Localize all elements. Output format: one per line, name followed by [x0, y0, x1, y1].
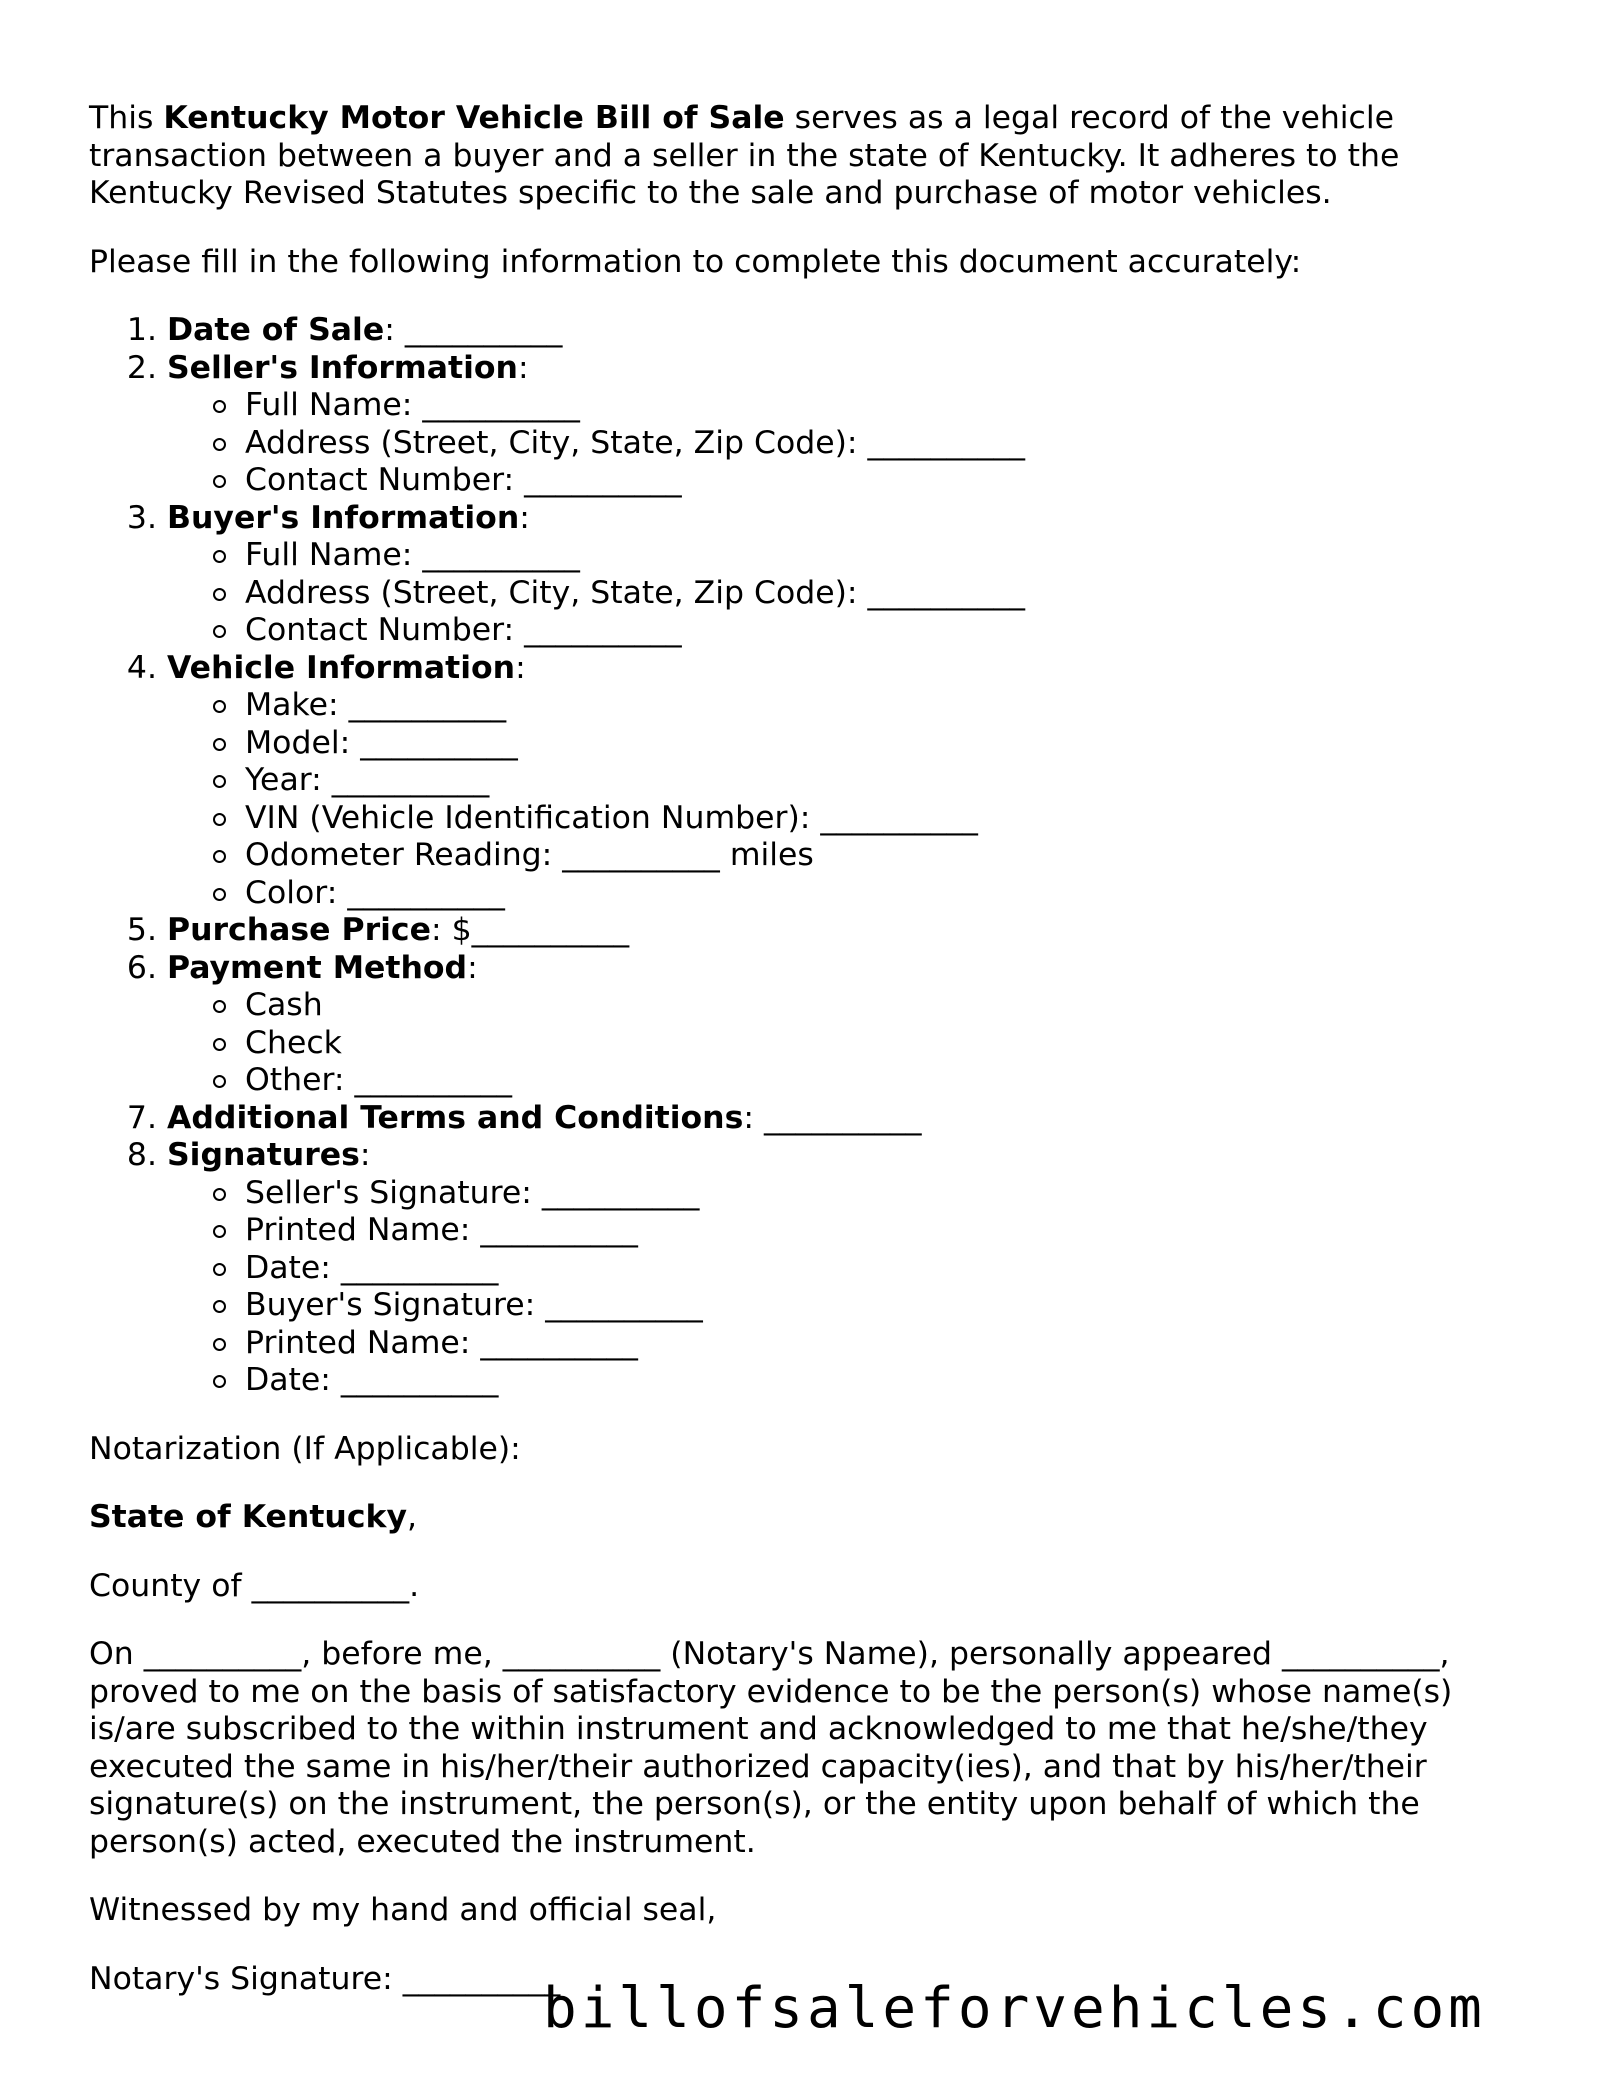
list-item: Contact Number: __________	[245, 462, 1509, 500]
buyer-fields	[167, 537, 1509, 650]
document-title: Kentucky Motor Vehicle Bill of Sale	[163, 100, 785, 136]
notary-witness-line: Witnessed by my hand and official seal,	[89, 1892, 717, 1928]
notary-state-line: State of Kentucky,	[89, 1499, 417, 1535]
form-sections-list	[89, 312, 1509, 1400]
list-item: Other: __________	[245, 1062, 1509, 1100]
intro-text-start: This	[89, 100, 164, 136]
list-item: Printed Name: __________	[245, 1325, 1509, 1363]
list-item: Odometer Reading: __________ miles	[245, 837, 1509, 875]
section-date-of-sale: 1. Date of Sale: __________	[167, 312, 1509, 350]
section-vehicle-information: 4. Vehicle Information: Make: __________ Model: __________ Year: __________ VIN (Vehicle Identification Number): __________ Odometer Reading: __________ miles Color: __________	[167, 650, 1509, 913]
notary-acknowledgment-paragraph: On __________, before me, __________ (Notary's Name), personally appeared __________, proved to me on the basis of satisfactory evidence to be the person(s) whose name(s) is/are subscribed to the within instrument and acknowledged to me that he/she/they executed the same in his/her/their authorized capacity(ies), and that by his/her/their signature(s) on the instrument, the person(s), or the entity upon behalf of which the person(s) acted, executed the instrument.	[89, 1636, 1453, 1860]
list-item: Printed Name: __________	[245, 1212, 1509, 1250]
instruction-text: Please fill in the following information to complete this document accurately:	[89, 243, 1302, 280]
list-item: Make: __________	[245, 687, 1509, 725]
list-item: Model: __________	[245, 725, 1509, 763]
list-item: Address (Street, City, State, Zip Code): __________	[245, 575, 1509, 613]
list-item: Date: __________	[245, 1362, 1509, 1400]
list-item: Contact Number: __________	[245, 612, 1509, 650]
section-purchase-price: 5. Purchase Price: $__________	[167, 912, 1509, 950]
intro-paragraph	[89, 100, 1509, 213]
vehicle-fields	[167, 687, 1509, 912]
list-item: Cash	[245, 987, 1509, 1025]
list-item: VIN (Vehicle Identification Number): __________	[245, 800, 1509, 838]
list-item: Full Name: __________	[245, 537, 1509, 575]
notarization-heading: Notarization (If Applicable):	[89, 1430, 521, 1467]
section-signatures: 8. Signatures: Seller's Signature: __________ Printed Name: __________ Date: __________ Buyer's Signature: __________ Printed Name: __________ Date: __________	[167, 1137, 1509, 1400]
seller-fields	[167, 387, 1509, 500]
section-payment-method: 6. Payment Method: Cash Check Other: __________	[167, 950, 1509, 1100]
document-body	[89, 100, 1509, 1998]
list-item: Full Name: __________	[245, 387, 1509, 425]
payment-options	[167, 987, 1509, 1100]
list-item: Address (Street, City, State, Zip Code): __________	[245, 425, 1509, 463]
notary-county-line: County of __________.	[89, 1567, 420, 1604]
list-item: Color: __________	[245, 875, 1509, 913]
signature-fields	[167, 1175, 1509, 1400]
list-item: Seller's Signature: __________	[245, 1175, 1509, 1213]
list-item: Date: __________	[245, 1250, 1509, 1288]
section-seller-information: 2. Seller's Information: Full Name: __________ Address (Street, City, State, Zip Code): __________ Contact Number: __________	[167, 350, 1509, 500]
intro-text-end: serves as a legal record of the vehicle transaction between a buyer and a seller in the state of Kentucky. It adheres to the Kentucky Revised Statutes specific to the sale and purchase of motor vehicles.	[89, 100, 1400, 211]
notary-signature-line: Notary's Signature: __________	[89, 1960, 561, 1997]
list-item: Check	[245, 1025, 1509, 1063]
section-additional-terms: 7. Additional Terms and Conditions: __________	[167, 1100, 1509, 1138]
list-item: Year: __________	[245, 762, 1509, 800]
section-buyer-information: 3. Buyer's Information: Full Name: __________ Address (Street, City, State, Zip Code): __________ Contact Number: __________	[167, 500, 1509, 650]
watermark-text: billofsaleforvehicles.com	[543, 1976, 1486, 2041]
list-item: Buyer's Signature: __________	[245, 1287, 1509, 1325]
